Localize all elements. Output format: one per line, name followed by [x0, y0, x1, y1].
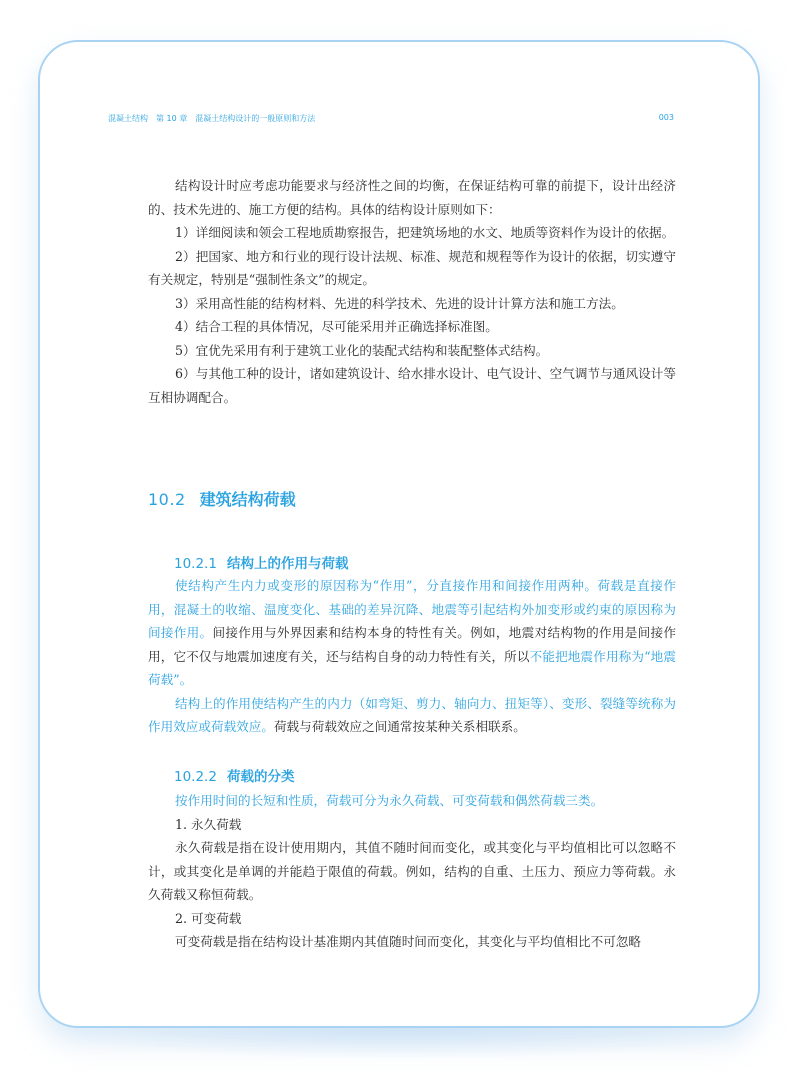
actions-definition: 使结构产生内力或变形的原因称为“作用”，分直接作用和间接作用两种。荷载是直接作用，混凝土的收缩、温度变化、基础的差异沉降、地震等引起结构外加变形或约束的原因称为间接作用。 — [148, 578, 676, 640]
section-number: 10.2 — [148, 490, 186, 509]
subsection-1-body — [148, 574, 676, 739]
subsection-number-2: 10.2.2 — [174, 769, 217, 785]
subsection-heading-2 — [174, 765, 294, 785]
load-classification-lead: 按作用时间的长短和性质，荷载可分为永久荷载、可变荷载和偶然荷载三类。 — [175, 793, 604, 808]
chapter-label: 第 10 章 — [156, 114, 188, 123]
principle-item-5: 5）宜优先采用有利于建筑工业化的装配式结构和装配整体式结构。 — [175, 342, 549, 358]
principle-item-1: 1）详细阅读和领会工程地质勘察报告，把建筑场地的水文、地质等资料作为设计的依据。 — [175, 225, 675, 240]
seismic-note: 不能把地震作用称为“地震荷载”。 — [148, 648, 676, 687]
subsection-number-1: 10.2.1 — [174, 556, 217, 572]
book-title: 混凝土结构 — [108, 114, 148, 123]
running-head-left — [108, 113, 323, 124]
actions-explanation: 间接作用与外界因素和结构本身的特性有关。例如，地震对结构物的作用是间接作用，它不仅与地震加速度有关，还与结构自身的动力特性有关，所以 — [148, 625, 677, 664]
permanent-load-heading: 1. 永久荷载 — [175, 816, 242, 832]
subsection-2-body — [148, 789, 676, 954]
chapter-title: 混凝土结构设计的一般原则和方法 — [195, 114, 316, 123]
principle-item-3: 3）采用高性能的结构材料、先进的科学技术、先进的设计计算方法和施工方法。 — [175, 295, 624, 311]
actions-paragraph — [148, 574, 676, 692]
effects-paragraph — [148, 692, 676, 739]
page-number: 003 — [658, 113, 674, 122]
variable-load-paragraph: 可变荷载是指在结构设计基准期内其值随时间而变化，其变化与平均值相比不可忽略 — [175, 934, 641, 949]
subsection-title-1: 结构上的作用与荷载 — [226, 556, 349, 572]
running-head — [108, 113, 674, 124]
subsection-heading-1 — [174, 552, 348, 572]
subsection-title-2: 荷载的分类 — [226, 769, 295, 785]
principle-item-2: 2）把国家、地方和行业的现行设计法规、标准、规范和规程等作为设计的依据，切实遵守有关规定，特别是“强制性条文”的规定。 — [148, 248, 676, 287]
variable-load-heading: 2. 可变荷载 — [175, 910, 242, 926]
permanent-load-paragraph: 永久荷载是指在设计使用期内，其值不随时间而变化，或其变化与平均值相比可以忽略不计，或其变化是单调的并能趋于限值的荷载。例如，结构的自重、土压力、预应力等荷载。永久荷载又称恒荷载。 — [148, 840, 676, 902]
intro-block — [148, 174, 676, 409]
section-title: 建筑结构荷载 — [199, 490, 296, 509]
intro-lead: 结构设计时应考虑功能要求与经济性之间的均衡，在保证结构可靠的前提下，设计出经济的、技术先进的、施工方便的结构。具体的结构设计原则如下： — [148, 178, 676, 217]
effects-relation: 荷载与荷载效应之间通常按某种关系相联系。 — [273, 719, 526, 734]
effects-definition: 结构上的作用使结构产生的内力（如弯矩、剪力、轴向力、扭矩等）、变形、裂缝等统称为作用效应或荷载效应。 — [148, 695, 676, 734]
section-heading — [148, 487, 296, 510]
principle-item-6: 6）与其他工种的设计，诸如建筑设计、给水排水设计、电气设计、空气调节与通风设计等互相协调配合。 — [148, 366, 676, 405]
principle-item-4: 4）结合工程的具体情况，尽可能采用并正确选择标准图。 — [175, 319, 498, 334]
